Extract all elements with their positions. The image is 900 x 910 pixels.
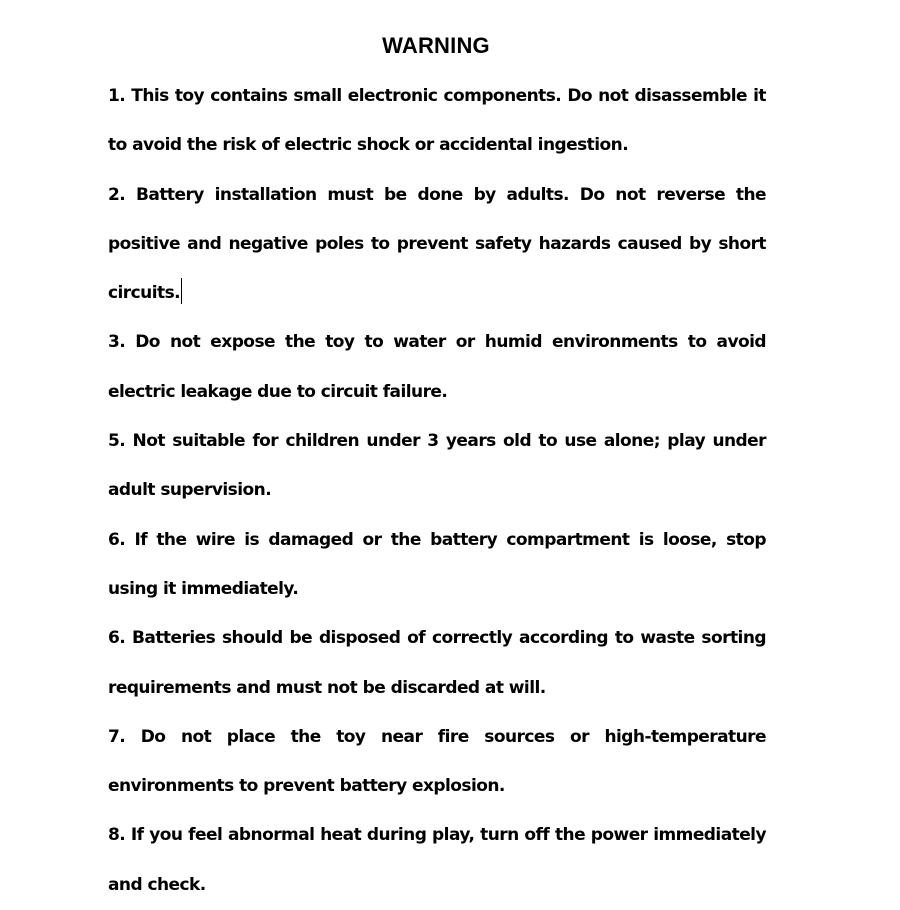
warning-item-1: 1. This toy contains small electronic components. Do not disassemble it to avoid the risk of electric shock or accidental ingestion.: [108, 86, 766, 156]
warning-item-2-text: 2. Battery installation must be done by adults. Do not reverse the positive and negative poles to prevent safety hazards caused by short circuits.: [108, 184, 766, 304]
warning-item-5: 5. Not suitable for children under 3 years old to use alone; play under adult supervision.: [108, 431, 766, 501]
warning-list: [108, 72, 766, 910]
warning-item-7: 7. Do not place the toy near fire sources or high-temperature environments to prevent battery explosion.: [108, 726, 766, 797]
warning-item-6b: 6. Batteries should be disposed of correctly according to waste sorting requirements and must not be discarded at will.: [108, 628, 766, 698]
warning-item-6a: 6. If the wire is damaged or the battery compartment is loose, stop using it immediately.: [108, 529, 766, 599]
text-cursor: [181, 278, 182, 304]
warning-item-3: 3. Do not expose the toy to water or humid environments to avoid electric leakage due to circuit failure.: [108, 332, 766, 402]
warning-item-8: 8. If you feel abnormal heat during play, turn off the power immediately and check.: [108, 825, 766, 895]
document-title: WARNING: [382, 33, 490, 58]
warning-item-2: [108, 171, 766, 319]
